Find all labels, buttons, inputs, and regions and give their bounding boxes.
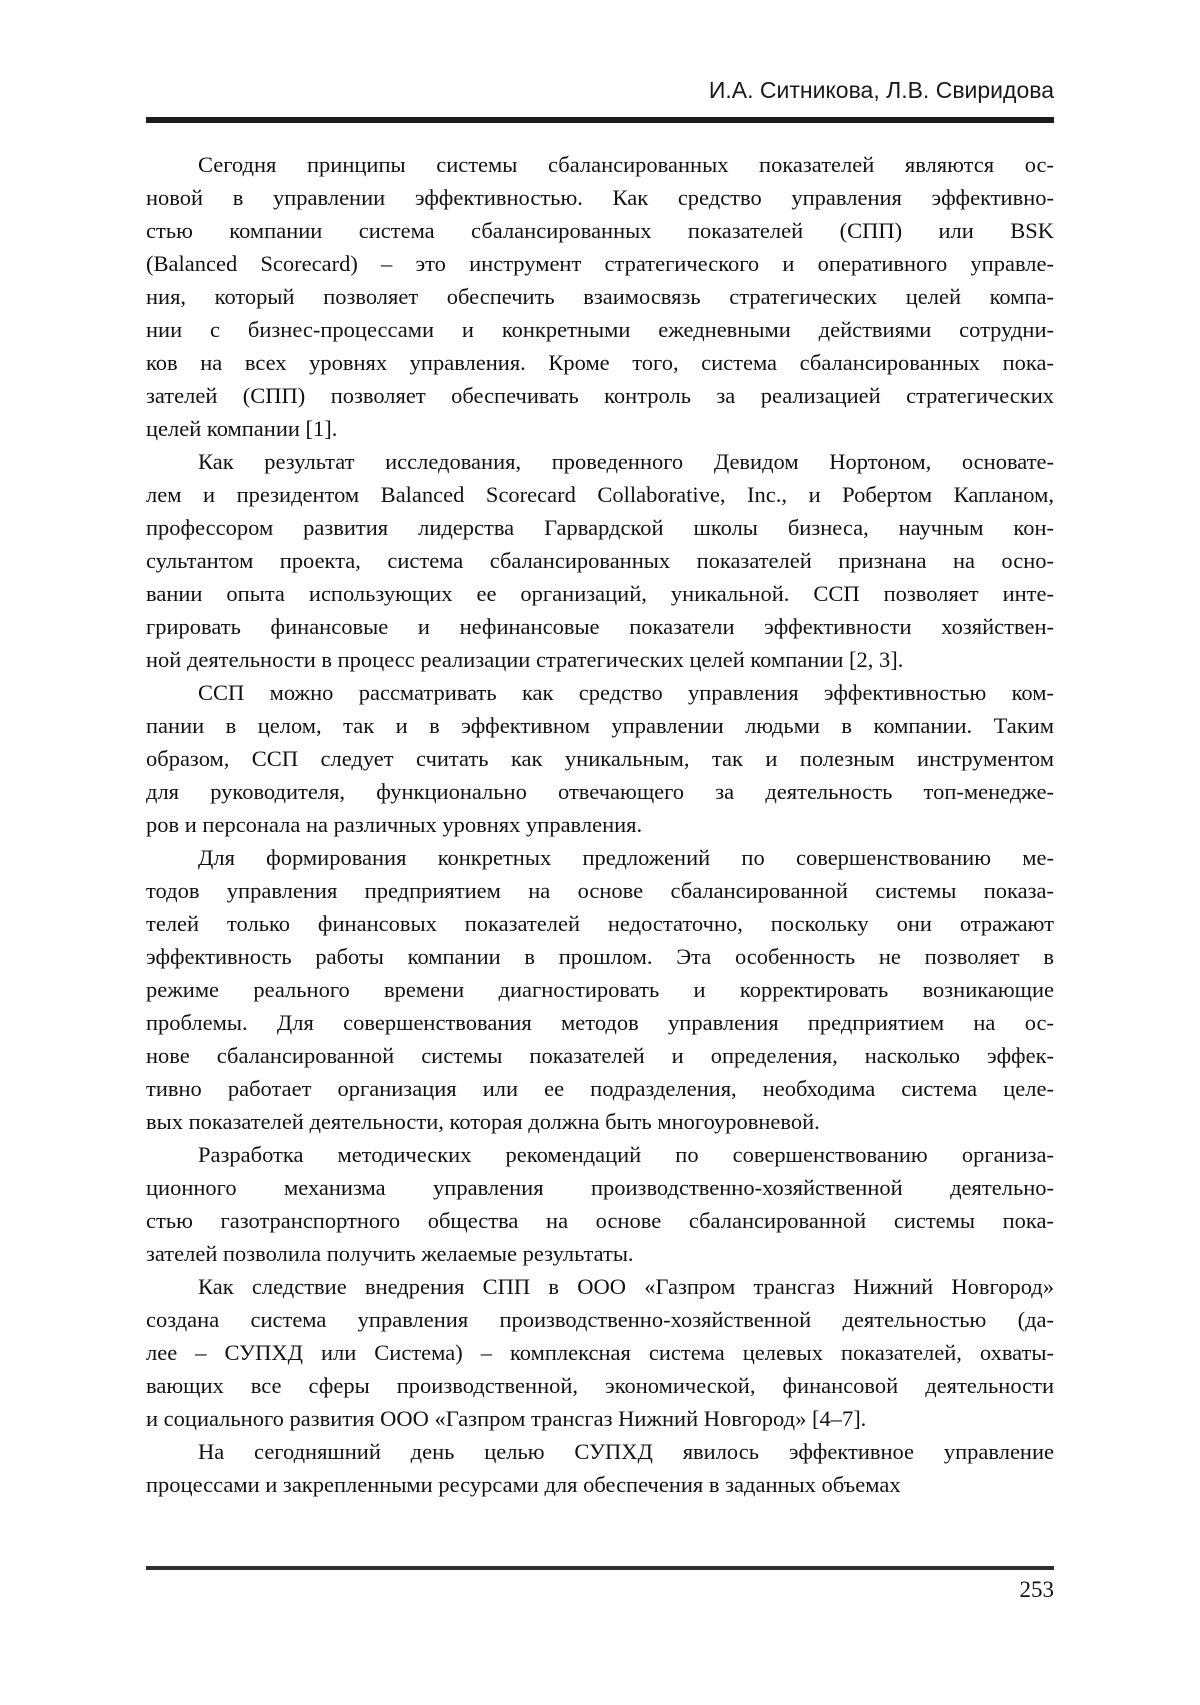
text-line: зателей (СПП) позволяет обеспечивать контроль за реализацией стратегических xyxy=(146,383,1054,408)
text-line: нове сбалансированной системы показателей и определения, насколько эффек- xyxy=(146,1043,1054,1068)
text-line: ров и персонала на различных уровнях управления. xyxy=(146,812,643,837)
text-line: лем и президентом Balanced Scorecard Collaborative, Inc., и Робертом Капланом, xyxy=(146,482,1054,507)
text-line: Для формирования конкретных предложений по совершенствованию ме- xyxy=(198,845,1054,870)
text-line: профессором развития лидерства Гарвардской школы бизнеса, научным кон- xyxy=(146,515,1054,540)
text-line: Разработка методических рекомендаций по совершенствованию организа- xyxy=(198,1142,1054,1167)
paragraph xyxy=(146,841,1054,1138)
text-line: грировать финансовые и нефинансовые показатели эффективности хозяйствен- xyxy=(146,614,1054,639)
text-line: вании опыта использующих ее организаций, уникальной. ССП позволяет инте- xyxy=(146,581,1054,606)
paragraph xyxy=(146,1270,1054,1435)
paragraph xyxy=(146,445,1054,676)
text-line: вых показателей деятельности, которая должна быть многоуровневой. xyxy=(146,1109,820,1134)
paragraph xyxy=(146,676,1054,841)
page-number: 253 xyxy=(1019,1577,1054,1602)
text-line: ционного механизма управления производственно-хозяйственной деятельно- xyxy=(146,1175,1054,1200)
paragraph xyxy=(146,1138,1054,1270)
text-line: стью газотранспортного общества на основе сбалансированной системы пока- xyxy=(146,1208,1054,1233)
text-line: стью компании система сбалансированных показателей (СПП) или BSK xyxy=(146,218,1054,243)
text-line: для руководителя, функционально отвечающего за деятельность топ-менедже- xyxy=(146,779,1054,804)
text-line: Как следствие внедрения СПП в ООО «Газпром трансгаз Нижний Новгород» xyxy=(198,1274,1054,1299)
text-line: ССП можно рассматривать как средство управления эффективностью ком- xyxy=(198,680,1054,705)
text-line: образом, ССП следует считать как уникальным, так и полезным инструментом xyxy=(146,746,1054,771)
text-line: и социального развития ООО «Газпром трансгаз Нижний Новгород» [4–7]. xyxy=(146,1406,867,1431)
text-line: проблемы. Для совершенствования методов управления предприятием на ос- xyxy=(146,1010,1054,1035)
text-line: ной деятельности в процесс реализации стратегических целей компании [2, 3]. xyxy=(146,647,904,672)
text-line: новой в управлении эффективностью. Как средство управления эффективно- xyxy=(146,185,1054,210)
text-line: режиме реального времени диагностировать и корректировать возникающие xyxy=(146,977,1054,1002)
text-line: лее – СУПХД или Система) – комплексная система целевых показателей, охваты- xyxy=(146,1340,1054,1365)
article-body xyxy=(146,148,1054,1501)
text-line: создана система управления производственно-хозяйственной деятельностью (да- xyxy=(146,1307,1054,1332)
footer-rule xyxy=(146,1566,1054,1570)
text-line: телей только финансовых показателей недостаточно, поскольку они отражают xyxy=(146,911,1054,936)
header-rule xyxy=(146,117,1054,123)
text-line: Как результат исследования, проведенного Девидом Нортоном, основате- xyxy=(198,449,1054,474)
text-line: (Balanced Scorecard) – это инструмент стратегического и оперативного управле- xyxy=(146,251,1054,276)
text-line: зателей позволила получить желаемые результаты. xyxy=(146,1241,634,1266)
text-line: сультантом проекта, система сбалансированных показателей признана на осно- xyxy=(146,548,1054,573)
text-line: На сегодняшний день целью СУПХД явилось эффективное управление xyxy=(198,1439,1054,1464)
header-authors: И.А. Ситникова, Л.В. Свиридова xyxy=(708,77,1054,103)
text-line: эффективность работы компании в прошлом. Эта особенность не позволяет в xyxy=(146,944,1054,969)
text-line: Сегодня принципы системы сбалансированных показателей являются ос- xyxy=(198,152,1054,177)
text-line: пании в целом, так и в эффективном управлении людьми в компании. Таким xyxy=(146,713,1054,738)
text-line: ния, который позволяет обеспечить взаимосвязь стратегических целей компа- xyxy=(146,284,1054,309)
paragraph xyxy=(146,148,1054,445)
paragraph xyxy=(146,1435,1054,1501)
text-line: тивно работает организация или ее подразделения, необходима система целе- xyxy=(146,1076,1054,1101)
content-column xyxy=(146,0,1054,1501)
text-line: процессами и закрепленными ресурсами для обеспечения в заданных объемах xyxy=(146,1472,901,1497)
text-line: тодов управления предприятием на основе сбалансированной системы показа- xyxy=(146,878,1054,903)
text-line: нии с бизнес-процессами и конкретными ежедневными действиями сотрудни- xyxy=(146,317,1054,342)
text-line: целей компании [1]. xyxy=(146,416,338,441)
text-line: ков на всех уровнях управления. Кроме того, система сбалансированных пока- xyxy=(146,350,1054,375)
text-line: вающих все сферы производственной, экономической, финансовой деятельности xyxy=(146,1373,1054,1398)
